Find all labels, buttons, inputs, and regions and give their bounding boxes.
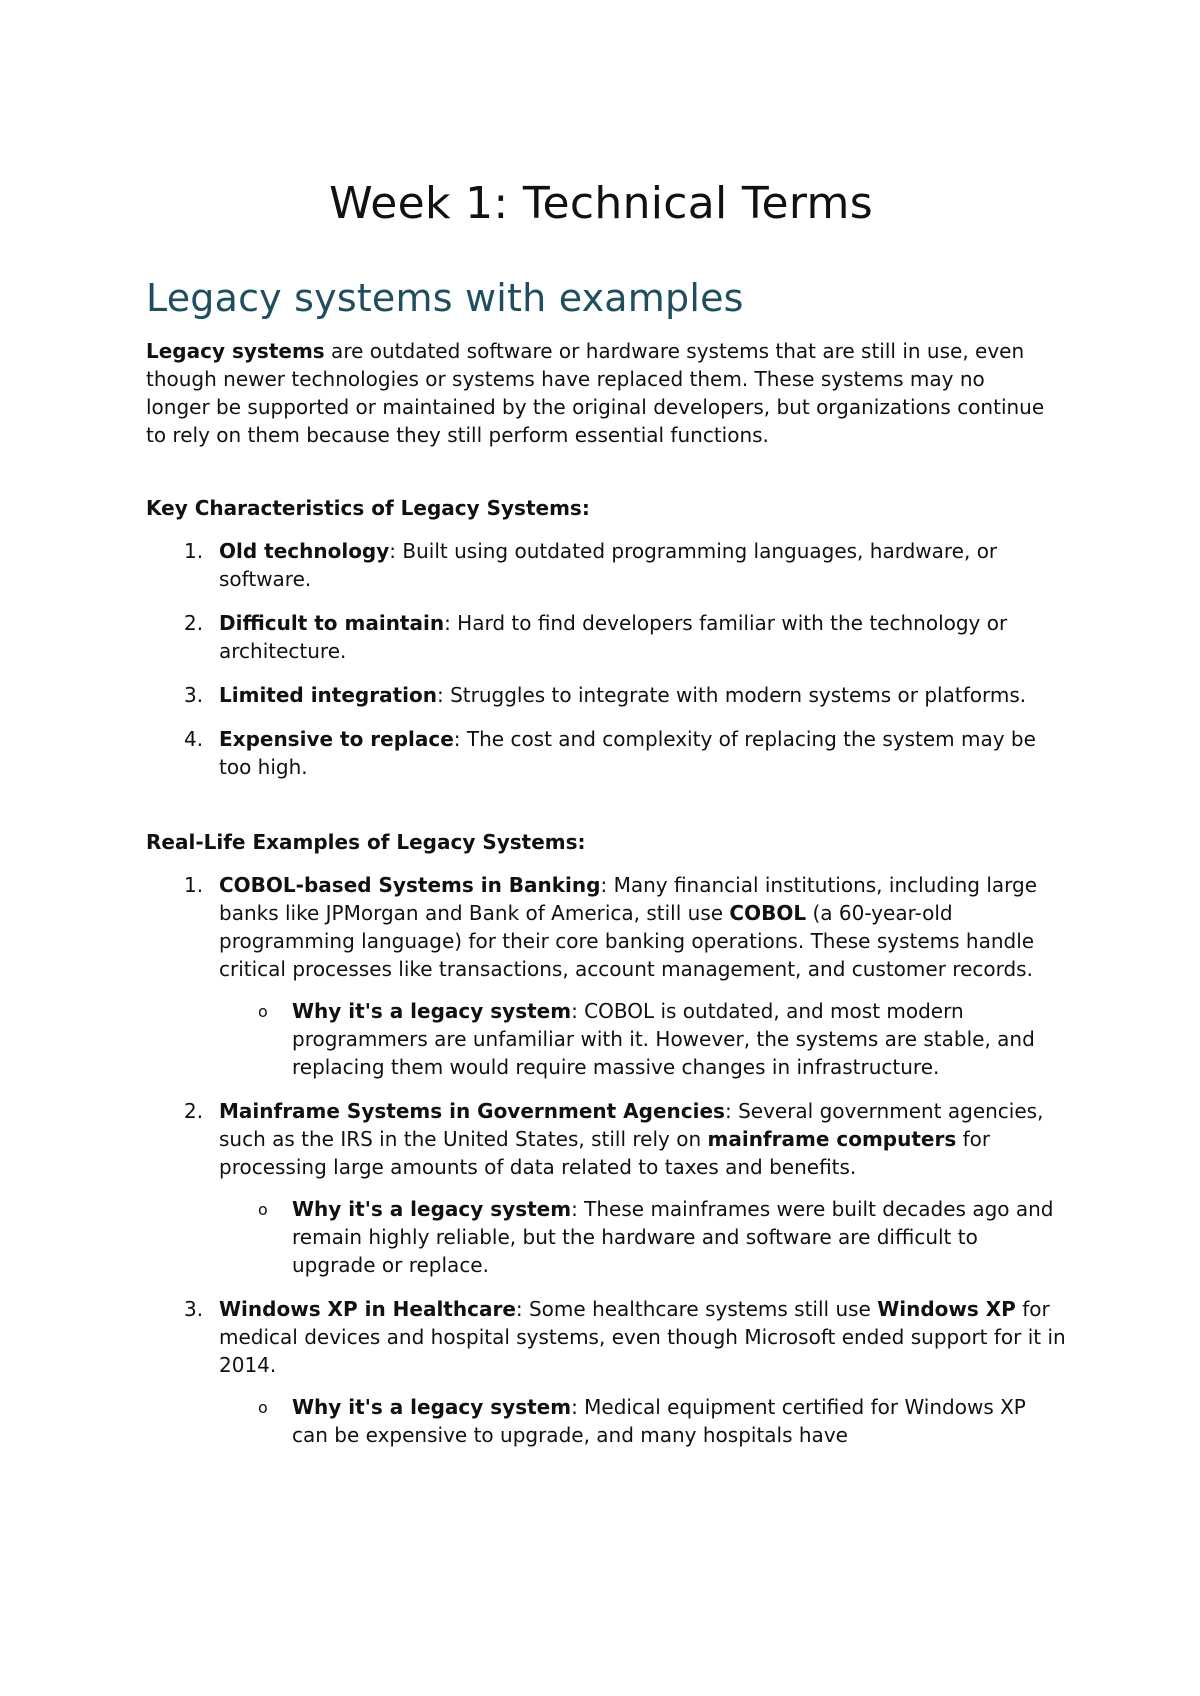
item-text: : Struggles to integrate with modern systems or platforms. (437, 683, 1027, 707)
circle-bullet-icon: o (258, 1200, 268, 1219)
sub-list-item (219, 997, 1066, 1081)
sub-list (219, 997, 1066, 1081)
list-number: 2. (184, 611, 204, 635)
list-number: 3. (184, 683, 204, 707)
why-term: Why it's a legacy system (292, 1197, 572, 1221)
item-text: for medical devices and hospital systems, even though Microsoft ended support for it in 2014. (219, 1297, 1066, 1377)
list-item (146, 1097, 1066, 1279)
key-characteristics-list (146, 537, 1066, 797)
item-bold-term: mainframe computers (707, 1127, 957, 1151)
item-text: : Some healthcare systems still use (515, 1297, 878, 1321)
list-item (146, 1295, 1066, 1449)
document-title: Week 1: Technical Terms (329, 178, 873, 229)
list-number: 2. (184, 1099, 204, 1123)
circle-bullet-icon: o (258, 1002, 268, 1021)
sub-list (219, 1393, 1066, 1449)
sub-list-item (219, 1195, 1066, 1279)
item-bold-term: COBOL (729, 901, 807, 925)
item-term: Expensive to replace (219, 727, 454, 751)
item-text: : Many financial institutions, including large banks like JPMorgan and Bank of America, still use (219, 873, 1038, 925)
list-item (146, 681, 1066, 709)
section-heading: Legacy systems with examples (146, 276, 744, 320)
intro-text: are outdated software or hardware systems that are still in use, even though newer technologies or systems have replaced them. These systems may no longer be supported or maintained by the original developers, but organizations continue to rely on them because they still perform essential functions. (146, 339, 1045, 447)
why-term: Why it's a legacy system (292, 1395, 572, 1419)
circle-bullet-icon: o (258, 1398, 268, 1417)
item-term: Limited integration (219, 683, 437, 707)
item-bold-term: Windows XP (877, 1297, 1016, 1321)
list-number: 1. (184, 539, 204, 563)
item-term: COBOL-based Systems in Banking (219, 873, 601, 897)
item-text: : Hard to find developers familiar with the technology or architecture. (219, 611, 1008, 663)
list-number: 3. (184, 1297, 204, 1321)
list-number: 1. (184, 873, 204, 897)
item-text: : The cost and complexity of replacing the system may be too high. (219, 727, 1036, 779)
why-text: : Medical equipment certified for Windows XP can be expensive to upgrade, and many hospitals have (292, 1395, 1026, 1447)
key-characteristics-heading: Key Characteristics of Legacy Systems: (146, 496, 590, 520)
list-item (146, 537, 1066, 593)
item-text: : Several government agencies, such as the IRS in the United States, still rely on (219, 1099, 1044, 1151)
intro-paragraph (146, 337, 1046, 449)
item-term: Mainframe Systems in Government Agencies (219, 1099, 725, 1123)
item-text: (a 60-year-old programming language) for their core banking operations. These systems handle critical processes like transactions, account management, and customer records. (219, 901, 1035, 981)
item-text: for processing large amounts of data related to taxes and benefits. (219, 1127, 991, 1179)
item-term: Old technology (219, 539, 390, 563)
list-number: 4. (184, 727, 204, 751)
why-term: Why it's a legacy system (292, 999, 572, 1023)
why-text: : These mainframes were built decades ago and remain highly reliable, but the hardware and software are difficult to upgrade or replace. (292, 1197, 1054, 1277)
real-life-examples-list (146, 871, 1066, 1465)
list-item (146, 725, 1066, 781)
why-text: : COBOL is outdated, and most modern programmers are unfamiliar with it. However, the systems are stable, and replacing them would require massive changes in infrastructure. (292, 999, 1035, 1079)
list-item (146, 871, 1066, 1081)
sub-list (219, 1195, 1066, 1279)
sub-list-item (219, 1393, 1066, 1449)
list-item (146, 609, 1066, 665)
item-term: Difficult to maintain (219, 611, 445, 635)
intro-term: Legacy systems (146, 339, 325, 363)
item-text: : Built using outdated programming languages, hardware, or software. (219, 539, 998, 591)
real-life-examples-heading: Real-Life Examples of Legacy Systems: (146, 830, 586, 854)
item-term: Windows XP in Healthcare (219, 1297, 516, 1321)
